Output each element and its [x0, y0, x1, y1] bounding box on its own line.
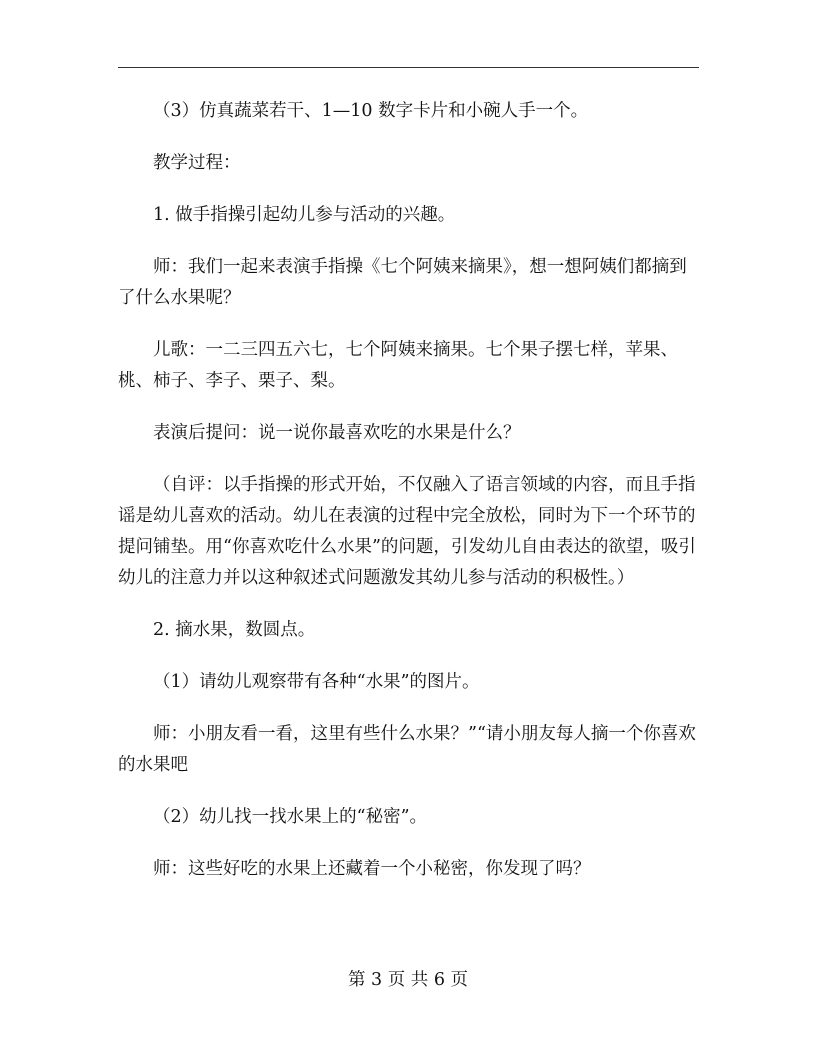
- paragraph-step-1: 1. 做手指操引起幼儿参与活动的兴趣。: [153, 205, 456, 225]
- paragraph-step-2: 2. 摘水果，数圆点。: [153, 620, 316, 640]
- paragraph-teacher-line-2: 师：小朋友看一看，这里有些什么水果？”“请小朋友每人摘一个你喜欢的水果吧: [118, 724, 696, 775]
- paragraph-find-secret: （2）幼儿找一找水果上的“秘密”。: [153, 807, 428, 827]
- paragraph-self-evaluation: （自评：以手指操的形式开始，不仅融入了语言领域的内容，而且手指谣是幼儿喜欢的活动。幼儿在表演的过程中完全放松，同时为下一个环节的提问铺垫。用“你喜欢吃什么水果”的问题，引发幼儿自由表达的欲望，吸引幼儿的注意力并以这种叙述式问题激发其幼儿参与活动的积极性。）: [118, 475, 696, 588]
- page-number-footer: 第 3 页 共 6 页: [347, 970, 469, 990]
- paragraph-observe-pictures: （1）请幼儿观察带有各种“水果”的图片。: [153, 672, 480, 692]
- paragraph-nursery-rhyme: 儿歌：一二三四五六七，七个阿姨来摘果。七个果子摆七样，苹果、桃、柿子、李子、栗子、梨。: [118, 340, 678, 391]
- paragraph-teacher-line-3: 师：这些好吃的水果上还藏着一个小秘密，你发现了吗？: [153, 859, 591, 879]
- paragraph-materials: （3）仿真蔬菜若干、1—10 数字卡片和小碗人手一个。: [153, 101, 589, 121]
- paragraph-question: 表演后提问：说一说你最喜欢吃的水果是什么？: [153, 423, 521, 443]
- paragraph-teacher-line-1: 师：我们一起来表演手指操《七个阿姨来摘果》，想一想阿姨们都摘到了什么水果呢？: [118, 257, 687, 308]
- header-rule: [118, 67, 699, 68]
- paragraph-teaching-process-heading: 教学过程：: [153, 153, 241, 173]
- document-body: [118, 96, 699, 906]
